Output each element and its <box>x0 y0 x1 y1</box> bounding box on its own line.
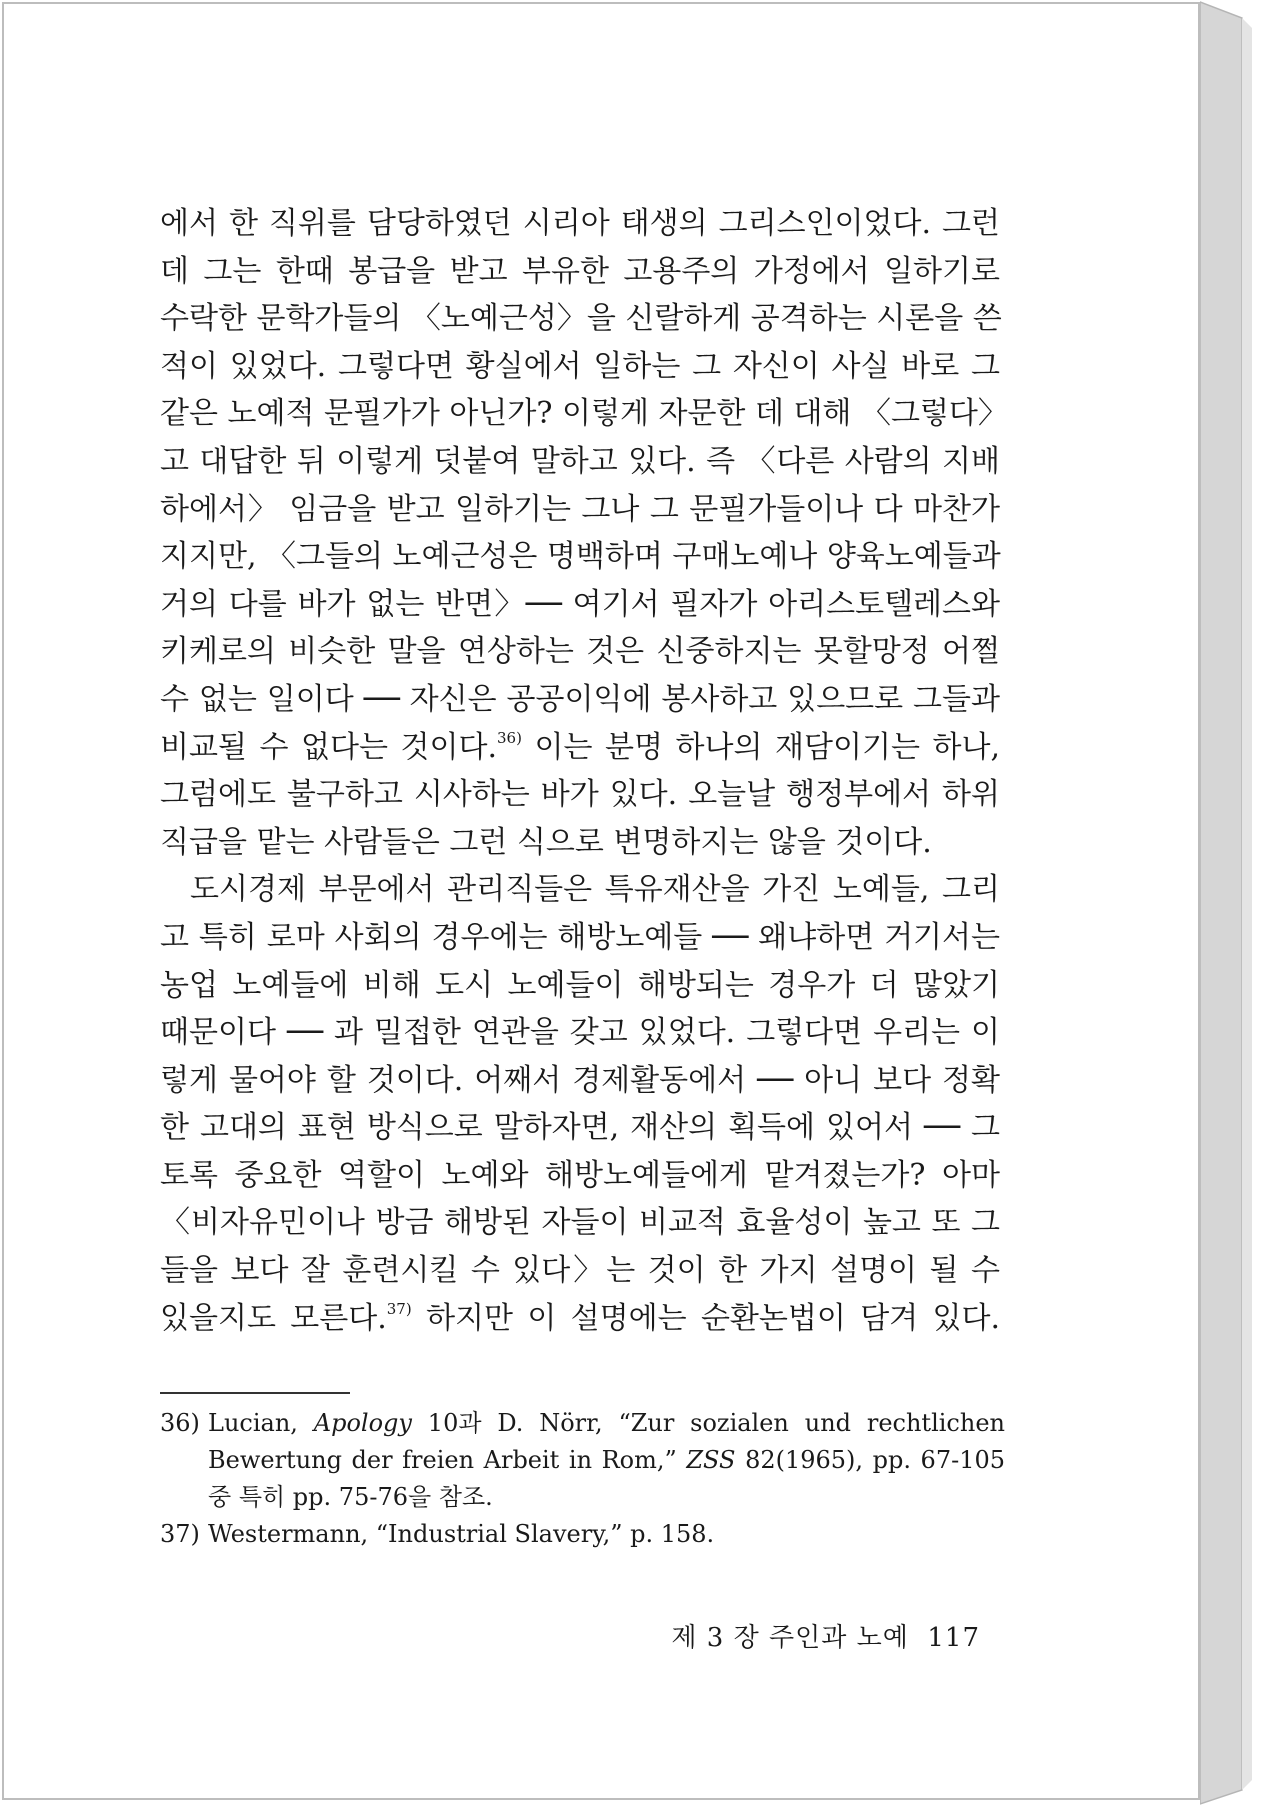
footnote-work-title: Apology <box>313 1409 412 1437</box>
page-curl-shadow <box>1200 0 1270 1806</box>
footnote-text: Westermann, “Industrial Slavery,” p. 158. <box>208 1520 715 1548</box>
footnote-ref-36[interactable]: 36) <box>497 728 522 747</box>
footnote-number: 36) <box>160 1409 200 1437</box>
text-line: 고 대답한 뒤 이렇게 덧붙여 말하고 있다. 즉 〈다른 사람의 지배 <box>160 443 1000 479</box>
text-line: 하에서〉 임금을 받고 일하기는 그나 그 문필가들이나 다 마찬가 <box>160 491 1000 527</box>
text-line-with-footnote <box>160 1295 1000 1343</box>
footnotes <box>160 1405 1005 1553</box>
footnote-divider <box>160 1392 350 1394</box>
text-line: 들을 보다 잘 훈련시킬 수 있다〉는 것이 한 가지 설명이 될 수 <box>160 1253 1000 1289</box>
text-line: 농업 노예들에 비해 도시 노예들이 해방되는 경우가 더 많았기 <box>160 967 1000 1003</box>
running-footer <box>660 1617 980 1654</box>
text-line: 에서 한 직위를 담당하였던 시리아 태생의 그리스인이었다. 그런 <box>160 206 1000 241</box>
text-line: 때문이다 ── 과 밀접한 연관을 갖고 있었다. 그렇다면 우리는 이 <box>160 1015 1000 1051</box>
text-line: 거의 다를 바가 없는 반면〉── 여기서 필자가 아리스토텔레스와 <box>160 586 1000 622</box>
footnote-37 <box>160 1516 1005 1553</box>
text-line: 〈비자유민이나 방금 해방된 자들이 비교적 효율성이 높고 또 그 <box>160 1205 1000 1241</box>
text-line: 키케로의 비슷한 말을 연상하는 것은 신중하지는 못할망정 어쩔 <box>160 634 1000 670</box>
text-segment: 하지만 이 설명에는 순환논법이 담겨 있다. <box>426 1300 1000 1336</box>
text-line: 토록 중요한 역할이 노예와 해방노예들에게 맡겨졌는가? 아마 <box>160 1157 1000 1193</box>
text-line: 수락한 문학가들의 〈노예근성〉을 신랄하게 공격하는 시론을 쓴 <box>160 301 1002 337</box>
text-line: 적이 있었다. 그렇다면 황실에서 일하는 그 자신이 사실 바로 그 <box>160 348 1000 384</box>
text-line: 수 없는 일이다 ── 자신은 공공이익에 봉사하고 있으므로 그들과 <box>160 681 1000 717</box>
page-number: 117 <box>927 1623 980 1653</box>
text-line: 고 특히 로마 사회의 경우에는 해방노예들 ── 왜냐하면 거기서는 <box>160 919 1000 955</box>
footnote-journal-title: ZSS <box>686 1446 736 1474</box>
footnote-segment: 82(1965), pp. 67-105 중 특히 pp. 75-76을 참조. <box>208 1446 1006 1511</box>
text-line: 그럼에도 불구하고 시사하는 바가 있다. 오늘날 행정부에서 하위 <box>160 777 1000 813</box>
text-line-indented <box>160 866 1000 914</box>
paragraph-1 <box>160 200 1008 866</box>
paragraph-2 <box>160 866 1000 1342</box>
footnote-36 <box>160 1405 1005 1516</box>
text-line: 데 그는 한때 봉급을 받고 부유한 고용주의 가정에서 일하기로 <box>160 253 1000 289</box>
body-text <box>160 200 1008 1342</box>
text-line: 한 고대의 표현 방식으로 말하자면, 재산의 획득에 있어서 ── 그 <box>160 1110 1000 1146</box>
footnote-text <box>208 1405 1005 1516</box>
footnote-ref-37[interactable]: 37) <box>386 1299 412 1318</box>
footnote-segment: Lucian, <box>208 1409 314 1437</box>
text-segment: 비교될 수 없다는 것이다. <box>160 729 497 765</box>
text-line: 같은 노예적 문필가가 아닌가? 이렇게 자문한 데 대해 〈그렇다〉 <box>160 396 1008 432</box>
text-line: 직급을 맡는 사람들은 그런 식으로 변명하지는 않을 것이다. <box>160 824 932 860</box>
footnote-segment: 10과 D. Nörr, “Zur sozialen und rechtlichen Bewertung der freien Arbeit in Rom,” <box>208 1409 1005 1474</box>
text-line: 지지만, 〈그들의 노예근성은 명백하며 구매노예나 양육노예들과 <box>160 539 1001 575</box>
text-segment: 도시경제 부문에서 관리직들은 특유재산을 가진 노예들, 그리 <box>190 872 1000 908</box>
text-line-with-footnote <box>160 724 1000 772</box>
text-segment: 이는 분명 하나의 재담이기는 하나, <box>534 729 1000 765</box>
chapter-title: 제 3 장 주인과 노예 <box>671 1623 909 1653</box>
text-segment: 있을지도 모른다. <box>160 1300 387 1336</box>
text-line: 렇게 물어야 할 것이다. 어째서 경제활동에서 ── 아니 보다 정확 <box>160 1062 1000 1098</box>
footnote-number: 37) <box>160 1520 200 1548</box>
